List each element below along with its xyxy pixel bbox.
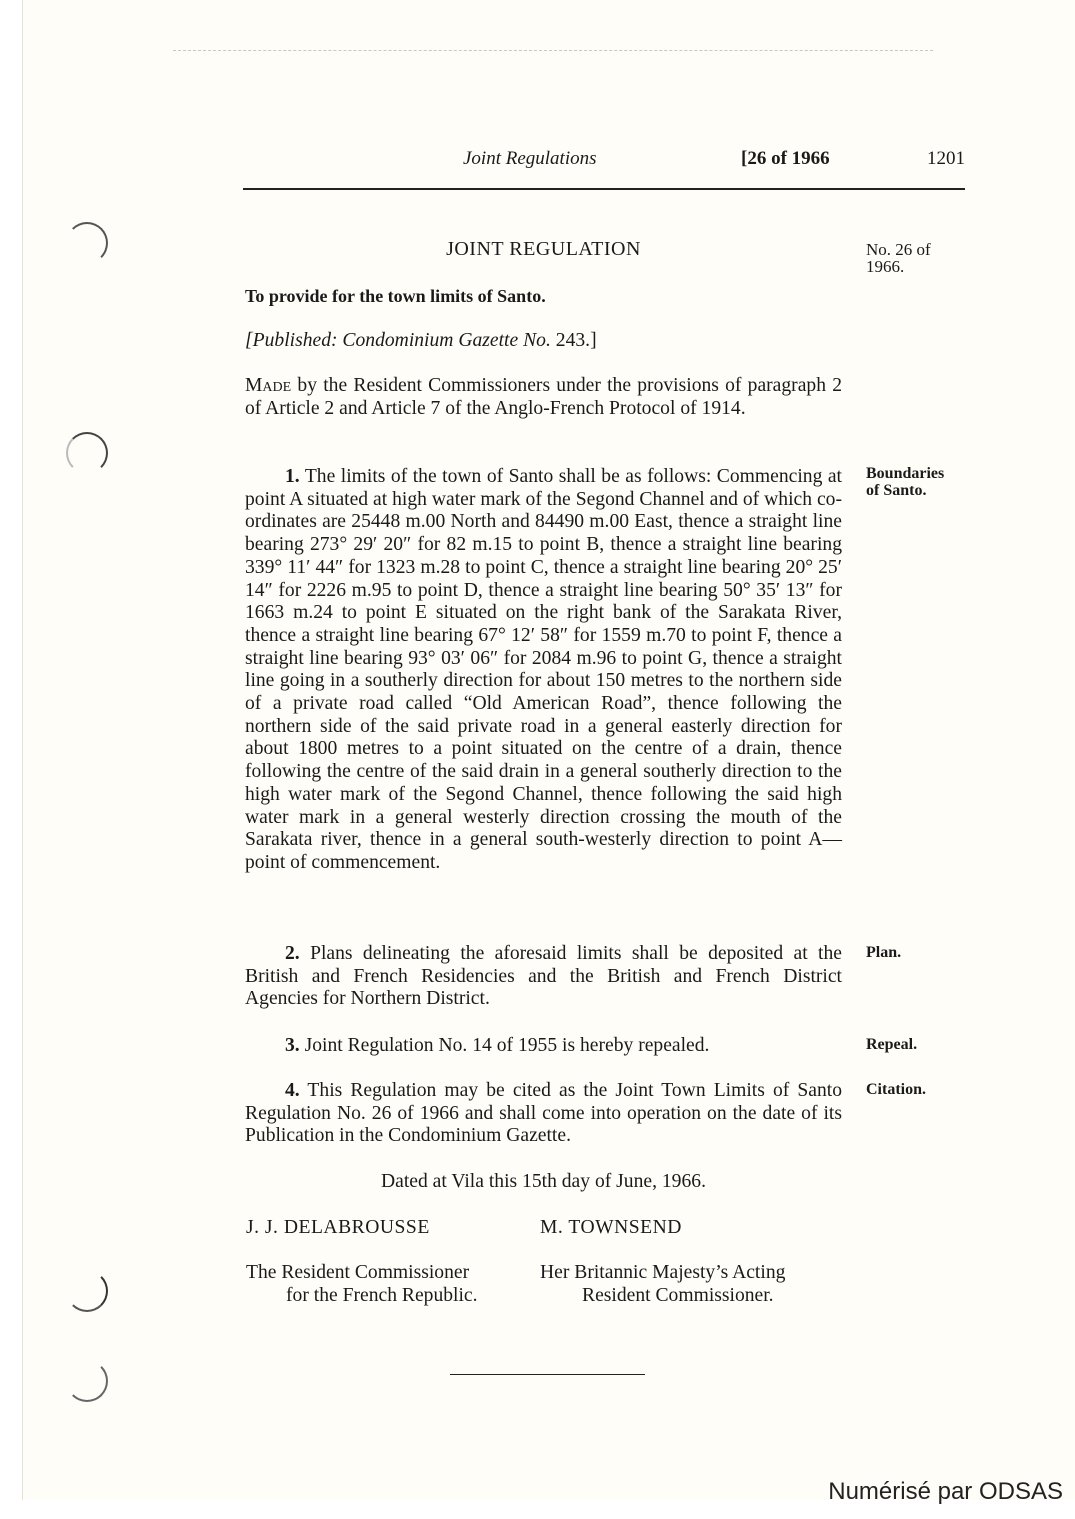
header-reference: [26 of 1966 [741,148,830,169]
section-number: 3. [285,1035,300,1056]
header-rule [243,188,965,190]
margin-note-number: No. 26 of 1966. [866,240,931,276]
enacting-clause: Made by the Resident Commissioners under the provisions of paragraph 2 of Article 2 and Article 7 of the Anglo-French Protocol of 1914. [245,375,842,419]
section-text: This Regulation may be cited as the Joint Town Limits of Santo Regulation No. 26 of 1966 and shall come into operation on the date of its Publication in the Condominium Gazette. [245,1080,842,1147]
regulation-subtitle: To provide for the town limits of Santo. [245,286,546,306]
section-text: Plans delineating the aforesaid limits shall be deposited at the British and French Residencies and the British and French District Agencies for Northern District. [245,943,842,1010]
end-rule [450,1374,645,1375]
section-number: 1. [285,466,300,487]
section-2 [245,943,842,1011]
section-3 [245,1035,842,1058]
signatory-british-title: Her Britannic Majesty’s Acting Resident Commissioner. [540,1262,786,1306]
section-number: 4. [285,1080,300,1101]
margin-note-repeal: Repeal. [866,1036,918,1053]
header-title: Joint Regulations [463,148,597,169]
section-4 [245,1080,842,1148]
section-text: The limits of the town of Santo shall be as follows: Commencing at point A situated at high water mark of the Segond Channel and of which co-ordinates are 25448 m.00 North and 84490 m.00 East, thence a straight line bearing 273° 29′ 20″ for 82 m.15 to point B, thence a straight line bearing 339° 11′ 44″ for 1323 m.28 to point C, thence a straight line bearing 20° 25′ 14″ for 2226 m.95 to point D, thence a straight line bearing 50° 35′ 13″ for 1663 m.24 to point E situated on the right bank of the Sarakata River, thence a straight line bearing 67° 12′ 58″ for 1559 m.70 to point F, thence a straight line bearing 93° 03′ 06″ for 2084 m.96 to point G, thence a straight line going in a southerly direction for about 150 metres to the northern side of a private road called “Old American Road”, thence following the northern side of the said private road in a general easterly direction for about 1800 metres to a point situated on the centre of a drain, thence following the centre of the said drain in a general southerly direction to the high water mark of the Segond Channel, thence following the said high water mark in a general westerly direction crossing the mouth of the Sarakata river, thence in a general south-westerly direction to point A—point of commencement. [245,466,842,873]
section-text: Joint Regulation No. 14 of 1955 is hereby repealed. [299,1035,710,1056]
signatory-british-name: M. TOWNSEND [540,1217,682,1238]
section-1 [245,466,842,875]
running-header [243,148,965,176]
punch-hole [66,1360,108,1402]
punch-hole [66,222,108,264]
margin-note-boundaries: Boundaries of Santo. [866,465,945,499]
digitization-watermark: Numérisé par ODSAS [828,1478,1063,1505]
punch-hole [66,1270,108,1312]
margin-note-plan: Plan. [866,944,902,961]
margin-note-citation: Citation. [866,1081,926,1098]
scan-artifact [173,50,933,53]
dated-line: Dated at Vila this 15th day of June, 1966. [381,1171,706,1192]
regulation-heading: JOINT REGULATION [446,238,641,260]
punch-hole [66,432,108,474]
page-number: 1201 [927,148,965,169]
section-number: 2. [285,943,300,964]
signatory-french-title: The Resident Commissioner for the French Republic. [246,1262,478,1306]
publication-note: [Published: Condominium Gazette No. 243.] [245,330,597,351]
signatory-french-name: J. J. DELABROUSSE [246,1217,430,1238]
